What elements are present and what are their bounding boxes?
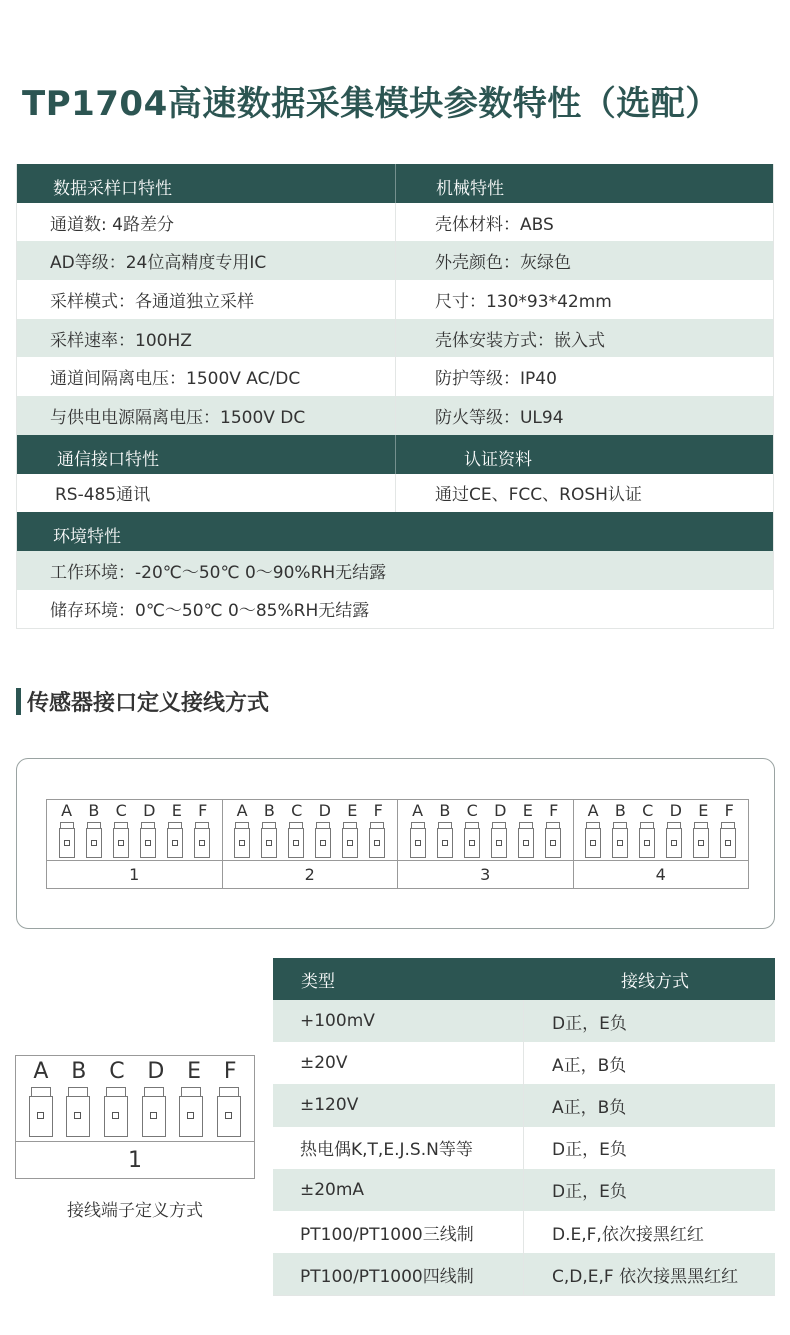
terminal-letter: C [109,1058,125,1084]
terminal-pin-icon [194,822,210,858]
terminal-pin-icon [261,822,277,858]
wiring-header-method: 接线方式 [621,971,689,992]
spec-cell: 储存环境：0℃～50℃ 0～85%RH无结露 [50,601,370,622]
terminal-letter: E [171,801,182,820]
terminal-caption: 接线端子定义方式 [67,1201,203,1221]
terminal-pin-icon [369,822,385,858]
terminal-letters [47,800,222,821]
terminal-pin-icon [342,822,358,858]
spec-row [17,590,773,629]
spec-header-sampling: 数据采样口特性 [53,178,172,199]
wiring-header-type: 类型 [301,971,335,992]
terminal-block-4ch [46,799,749,889]
spec-header-environment: 环境特性 [53,527,121,548]
wiring-method-cell: C,D,E,F 依次接黑黑红红 [523,1253,775,1295]
spec-cell: RS-485通讯 [55,485,151,506]
terminal-letter: F [373,801,383,820]
page-title: TP1704高速数据采集模块参数特性（选配） [22,84,720,124]
spec-cell: 尺寸：130*93*42mm [395,280,773,319]
terminal-pin-icon [59,822,75,858]
terminal-pin-icon [437,822,453,858]
terminal-letter: B [88,801,100,820]
terminal-letter: A [236,801,248,820]
spec-cell: AD等级：24位高精度专用IC [50,253,267,274]
wiring-method-cell: A正，B负 [523,1042,775,1084]
terminal-group-2 [222,800,398,888]
terminal-pin-icon [113,822,129,858]
wiring-method-cell: D正，E负 [523,1000,775,1042]
wiring-table [273,958,775,1296]
wiring-method-cell: D正，E负 [523,1169,775,1211]
terminal-pins [574,821,749,860]
terminal-pin-icon [693,822,709,858]
spec-cell: 外壳颜色：灰绿色 [395,241,773,280]
terminal-pin-icon [518,822,534,858]
terminal-letter: C [642,801,654,820]
terminal-pin-icon [29,1087,53,1137]
spec-row [17,280,773,319]
terminal-letter: C [115,801,127,820]
terminal-pin-icon [639,822,655,858]
terminal-pins [47,821,222,860]
terminal-pin-icon [612,822,628,858]
terminal-pin-icon [86,822,102,858]
spec-cell: 防火等级：UL94 [395,396,773,435]
spec-header-row [17,164,773,203]
wiring-row [273,1127,775,1169]
spec-header-mechanical: 机械特性 [395,164,773,203]
terminal-letters [574,800,749,821]
wiring-row [273,1211,775,1253]
spec-cell: 通道数: 4路差分 [50,214,174,235]
terminal-letter: E [698,801,709,820]
terminal-letter: D [669,801,682,820]
wiring-method-cell: A正，B负 [523,1084,775,1126]
terminal-pin-icon [288,822,304,858]
spec-header-row [17,435,773,474]
terminal-pin-icon [234,822,250,858]
sensor-section-heading [16,687,269,715]
terminal-pin-icon [545,822,561,858]
terminal-pin-icon [66,1087,90,1137]
terminal-group-3 [397,800,573,888]
terminal-letter: A [33,1058,49,1084]
terminal-block-single [15,1055,255,1179]
wiring-method-cell: D正，E负 [523,1127,775,1169]
terminal-letter: E [187,1058,202,1084]
terminal-letter: B [71,1058,87,1084]
channel-number: 2 [223,860,398,888]
terminal-letters [16,1056,254,1086]
terminal-pin-icon [491,822,507,858]
spec-header-communication: 通信接口特性 [57,449,159,470]
channel-number: 3 [398,860,573,888]
terminal-letter: D [494,801,507,820]
terminal-letter: F [198,801,208,820]
wiring-type-cell: ±20V [300,1053,348,1074]
terminal-letter: F [223,1058,237,1084]
spec-row [17,551,773,590]
terminal-pin-icon [464,822,480,858]
spec-row [17,241,773,280]
spec-row [17,319,773,358]
terminal-pin-icon [410,822,426,858]
spec-row [17,203,773,242]
terminal-pin-icon [315,822,331,858]
terminal-letter: F [724,801,734,820]
terminal-letter: E [347,801,358,820]
terminal-pins [223,821,398,860]
terminal-letter: A [61,801,73,820]
terminal-letter: D [147,1058,165,1084]
terminal-pin-icon [142,1087,166,1137]
terminal-pin-icon [179,1087,203,1137]
wiring-row [273,1042,775,1084]
connector-panel [16,758,775,929]
terminal-pin-icon [217,1087,241,1137]
wiring-row [273,1084,775,1126]
terminal-pins [398,821,573,860]
terminal-letter: F [549,801,559,820]
terminal-letter: B [263,801,275,820]
wiring-row [273,1000,775,1042]
terminal-pin-icon [666,822,682,858]
wiring-type-cell: ±120V [300,1095,359,1116]
spec-cell: 壳体安装方式：嵌入式 [395,319,773,358]
spec-row [17,474,773,513]
wiring-method-cell: D.E,F,依次接黑红红 [523,1211,775,1253]
terminal-number: 1 [16,1141,254,1178]
terminal-letter: C [466,801,478,820]
terminal-letter: A [412,801,424,820]
terminal-letter: D [318,801,331,820]
spec-row [17,357,773,396]
spec-cell: 通过CE、FCC、ROSH认证 [395,474,773,513]
wiring-type-cell: 热电偶K,T,E.J.S.N等等 [300,1140,473,1161]
wiring-type-cell: ±20mA [300,1179,365,1200]
terminal-letters [398,800,573,821]
terminal-pin-icon [585,822,601,858]
terminal-group-1 [47,800,222,888]
wiring-row [273,1169,775,1211]
wiring-type-cell: PT100/PT1000三线制 [300,1224,474,1245]
terminal-letter: E [522,801,533,820]
spec-header-row [17,512,773,551]
terminal-group-4 [573,800,749,888]
wiring-row [273,1253,775,1295]
terminal-letters [223,800,398,821]
terminal-letter: B [439,801,451,820]
channel-number: 1 [47,860,222,888]
spec-cell: 采样速率：100HZ [50,330,192,351]
channel-number: 4 [574,860,749,888]
terminal-letter: C [291,801,303,820]
wiring-type-cell: +100mV [300,1011,375,1032]
terminal-pins [16,1086,254,1141]
terminal-pin-icon [104,1087,128,1137]
spec-header-certification: 认证资料 [395,435,773,474]
terminal-pin-icon [720,822,736,858]
wiring-type-cell: PT100/PT1000四线制 [300,1266,474,1287]
terminal-letter: A [587,801,599,820]
spec-row [17,396,773,435]
spec-cell: 采样模式：各通道独立采样 [50,291,254,312]
sensor-section-title: 传感器接口定义接线方式 [27,690,270,716]
wiring-header-row [273,958,775,1000]
terminal-letter: D [143,801,156,820]
spec-table [16,164,774,629]
terminal-pin-icon [140,822,156,858]
spec-cell: 与供电电源隔离电压：1500V DC [50,407,306,428]
terminal-letter: B [614,801,626,820]
terminal-pin-icon [167,822,183,858]
spec-cell: 通道间隔离电压：1500V AC/DC [50,369,301,390]
heading-accent-bar [16,688,21,715]
spec-cell: 工作环境：-20℃～50℃ 0～90%RH无结露 [50,562,387,583]
spec-cell: 壳体材料：ABS [395,203,773,242]
spec-cell: 防护等级：IP40 [395,357,773,396]
